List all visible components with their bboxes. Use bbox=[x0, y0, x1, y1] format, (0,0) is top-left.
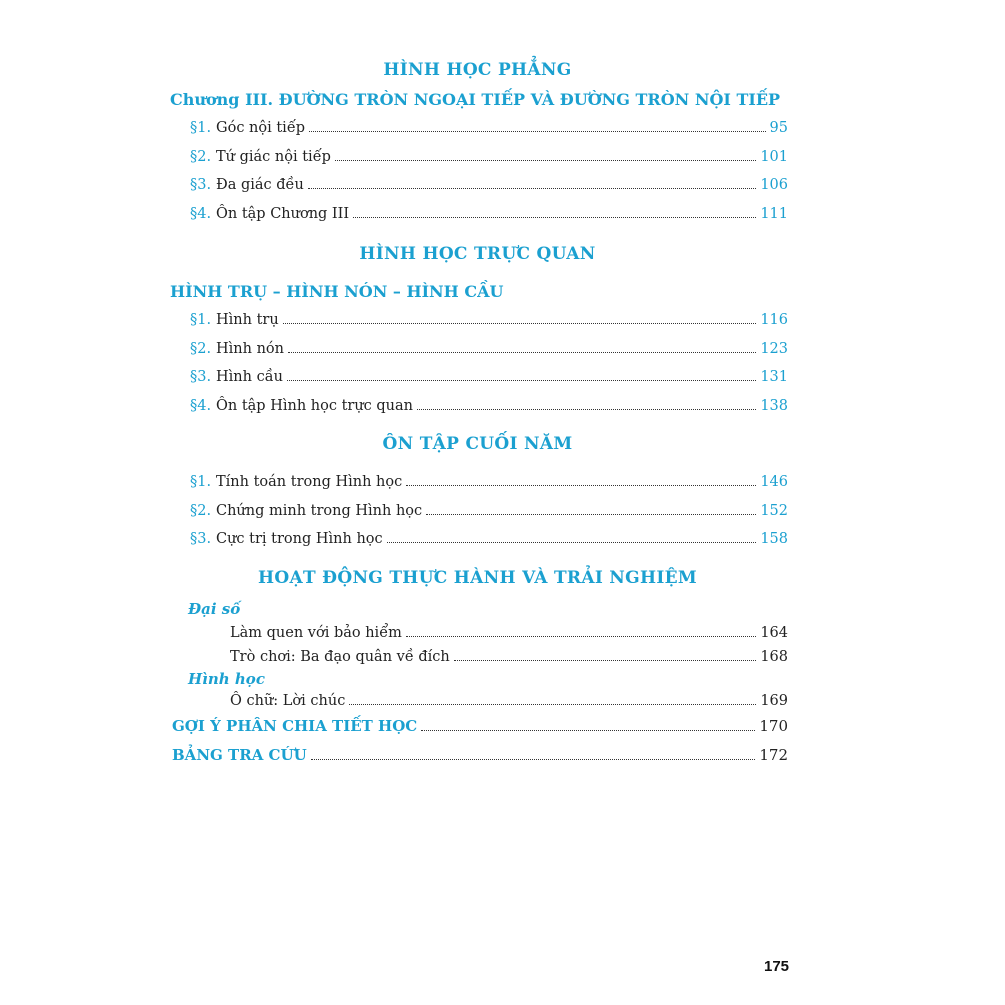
toc-item[interactable] bbox=[190, 502, 788, 520]
section-title-hoat-dong: HOẠT ĐỘNG THỰC HÀNH VÀ TRẢI NGHIỆM bbox=[258, 568, 697, 588]
dot-leader bbox=[283, 323, 757, 324]
dot-leader bbox=[454, 660, 757, 661]
item-number: §3. bbox=[190, 531, 212, 547]
item-number: §4. bbox=[190, 398, 212, 414]
item-number: §2. bbox=[190, 149, 212, 165]
item-title: GỢI Ý PHÂN CHIA TIẾT HỌC bbox=[172, 717, 418, 735]
item-number: §4. bbox=[190, 206, 212, 222]
chapter-title-iii: Chương III. ĐƯỜNG TRÒN NGOẠI TIẾP VÀ ĐƯỜNG TRÒN NỘI TIẾP bbox=[170, 90, 781, 109]
dot-leader bbox=[349, 704, 756, 705]
item-number: §2. bbox=[190, 341, 212, 357]
activity-item[interactable] bbox=[230, 624, 788, 642]
dot-leader bbox=[311, 759, 756, 760]
page-number: 175 bbox=[764, 958, 790, 975]
item-title: Hình nón bbox=[216, 341, 284, 357]
item-number: §3. bbox=[190, 369, 212, 385]
item-page: 101 bbox=[760, 149, 788, 165]
section-title-hinh-hoc-truc-quan: HÌNH HỌC TRỰC QUAN bbox=[359, 244, 596, 264]
item-number: §1. bbox=[190, 312, 212, 328]
toc-item[interactable] bbox=[190, 340, 788, 358]
item-page: 169 bbox=[760, 693, 788, 709]
dot-leader bbox=[421, 730, 755, 731]
dot-leader bbox=[288, 352, 756, 353]
item-title: Góc nội tiếp bbox=[216, 120, 306, 136]
item-title: BẢNG TRA CỨU bbox=[172, 746, 307, 764]
toc-item[interactable] bbox=[190, 176, 788, 194]
toc-item[interactable] bbox=[190, 368, 788, 386]
toc-item[interactable] bbox=[190, 311, 788, 329]
item-page: 95 bbox=[769, 120, 788, 136]
item-title: Hình cầu bbox=[216, 369, 283, 385]
item-page: 146 bbox=[760, 474, 788, 490]
dot-leader bbox=[387, 542, 757, 543]
item-title: Làm quen với bảo hiểm bbox=[230, 625, 402, 641]
toc-item[interactable] bbox=[190, 119, 788, 137]
subheading-hinh-hoc: Hình học bbox=[188, 670, 265, 688]
item-title: Tứ giác nội tiếp bbox=[216, 149, 331, 165]
toc-item[interactable] bbox=[190, 473, 788, 491]
dot-leader bbox=[335, 160, 756, 161]
item-page: 123 bbox=[760, 341, 788, 357]
item-page: 111 bbox=[760, 206, 788, 222]
item-number: §3. bbox=[190, 177, 212, 193]
dot-leader bbox=[406, 485, 756, 486]
item-title: Hình trụ bbox=[216, 312, 279, 328]
dot-leader bbox=[308, 188, 757, 189]
item-page: 131 bbox=[760, 369, 788, 385]
item-page: 116 bbox=[760, 312, 788, 328]
item-number: §1. bbox=[190, 120, 212, 136]
item-title: Chứng minh trong Hình học bbox=[216, 503, 423, 519]
item-number: §1. bbox=[190, 474, 212, 490]
item-title: Tính toán trong Hình học bbox=[216, 474, 403, 490]
item-page: 138 bbox=[760, 398, 788, 414]
dot-leader bbox=[287, 380, 756, 381]
toc-item-bang-tra-cuu[interactable] bbox=[172, 746, 788, 764]
item-title: Ôn tập Hình học trực quan bbox=[216, 398, 413, 414]
toc-item[interactable] bbox=[190, 148, 788, 166]
dot-leader bbox=[426, 514, 756, 515]
subheading-dai-so: Đại số bbox=[188, 600, 241, 618]
item-page: 158 bbox=[760, 531, 788, 547]
item-title: Đa giác đều bbox=[216, 177, 304, 193]
dot-leader bbox=[309, 131, 766, 132]
activity-item[interactable] bbox=[230, 692, 788, 710]
item-page: 172 bbox=[759, 746, 788, 764]
item-page: 164 bbox=[760, 625, 788, 641]
item-page: 168 bbox=[760, 649, 788, 665]
item-title: Trò chơi: Ba đạo quân về đích bbox=[230, 649, 450, 665]
item-page: 170 bbox=[759, 717, 788, 735]
dot-leader bbox=[353, 217, 756, 218]
toc-item[interactable] bbox=[190, 530, 788, 548]
item-title: Ô chữ: Lời chúc bbox=[230, 693, 346, 709]
dot-leader bbox=[417, 409, 756, 410]
item-title: Ôn tập Chương III bbox=[216, 206, 350, 222]
dot-leader bbox=[406, 636, 756, 637]
chapter-title-hinh-tru: HÌNH TRỤ – HÌNH NÓN – HÌNH CẦU bbox=[170, 282, 504, 301]
activity-item[interactable] bbox=[230, 648, 788, 666]
item-number: §2. bbox=[190, 503, 212, 519]
item-page: 152 bbox=[760, 503, 788, 519]
section-title-on-tap-cuoi-nam: ÔN TẬP CUỐI NĂM bbox=[382, 434, 573, 454]
section-title-hinh-hoc-phang: HÌNH HỌC PHẲNG bbox=[383, 60, 572, 80]
toc-item[interactable] bbox=[190, 205, 788, 223]
toc-item-goi-y[interactable] bbox=[172, 717, 788, 735]
item-title: Cực trị trong Hình học bbox=[216, 531, 383, 547]
item-page: 106 bbox=[760, 177, 788, 193]
toc-item[interactable] bbox=[190, 397, 788, 415]
